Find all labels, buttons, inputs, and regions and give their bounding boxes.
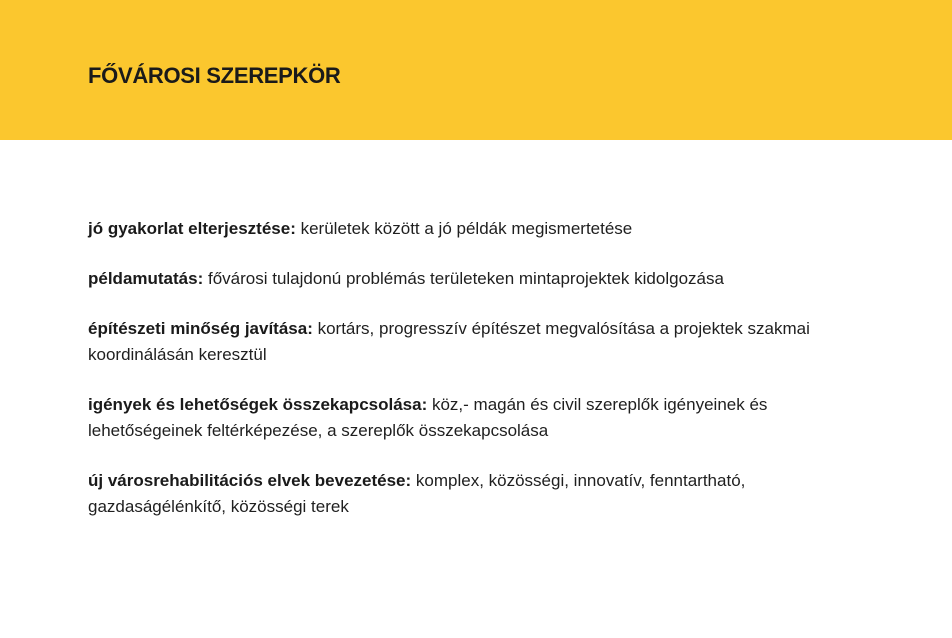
slide-title: FŐVÁROSI SZEREPKÖR	[88, 63, 341, 88]
list-item-new-principles	[88, 468, 868, 520]
list-item-needs-and-opportunities	[88, 392, 868, 444]
list-item-example-setting	[88, 266, 868, 292]
item-term: építészeti minőség javítása:	[88, 319, 313, 338]
item-text: komplex, közösségi, innovatív, fenntartható, gazdaságélénkítő, közösségi terek	[88, 471, 746, 516]
content-list	[88, 216, 868, 544]
item-term: példamutatás:	[88, 269, 204, 288]
list-item-good-practice	[88, 216, 868, 242]
item-term: igények és lehetőségek összekapcsolása:	[88, 395, 428, 414]
item-term: jó gyakorlat elterjesztése:	[88, 219, 296, 238]
item-text: köz,- magán és civil szereplők igényeinek és lehetőségeinek feltérképezése, a szereplők összekapcsolása	[88, 395, 768, 440]
item-text: kortárs, progresszív építészet megvalósítása a projektek szakmai koordinálásán keresztül	[88, 319, 810, 364]
item-text: kerületek között a jó példák megismertetése	[295, 219, 633, 238]
item-text: fővárosi tulajdonú problémás területeken mintaprojektek kidolgozása	[203, 269, 724, 288]
item-term: új városrehabilitációs elvek bevezetése:	[88, 471, 412, 490]
list-item-architectural-quality	[88, 316, 868, 368]
